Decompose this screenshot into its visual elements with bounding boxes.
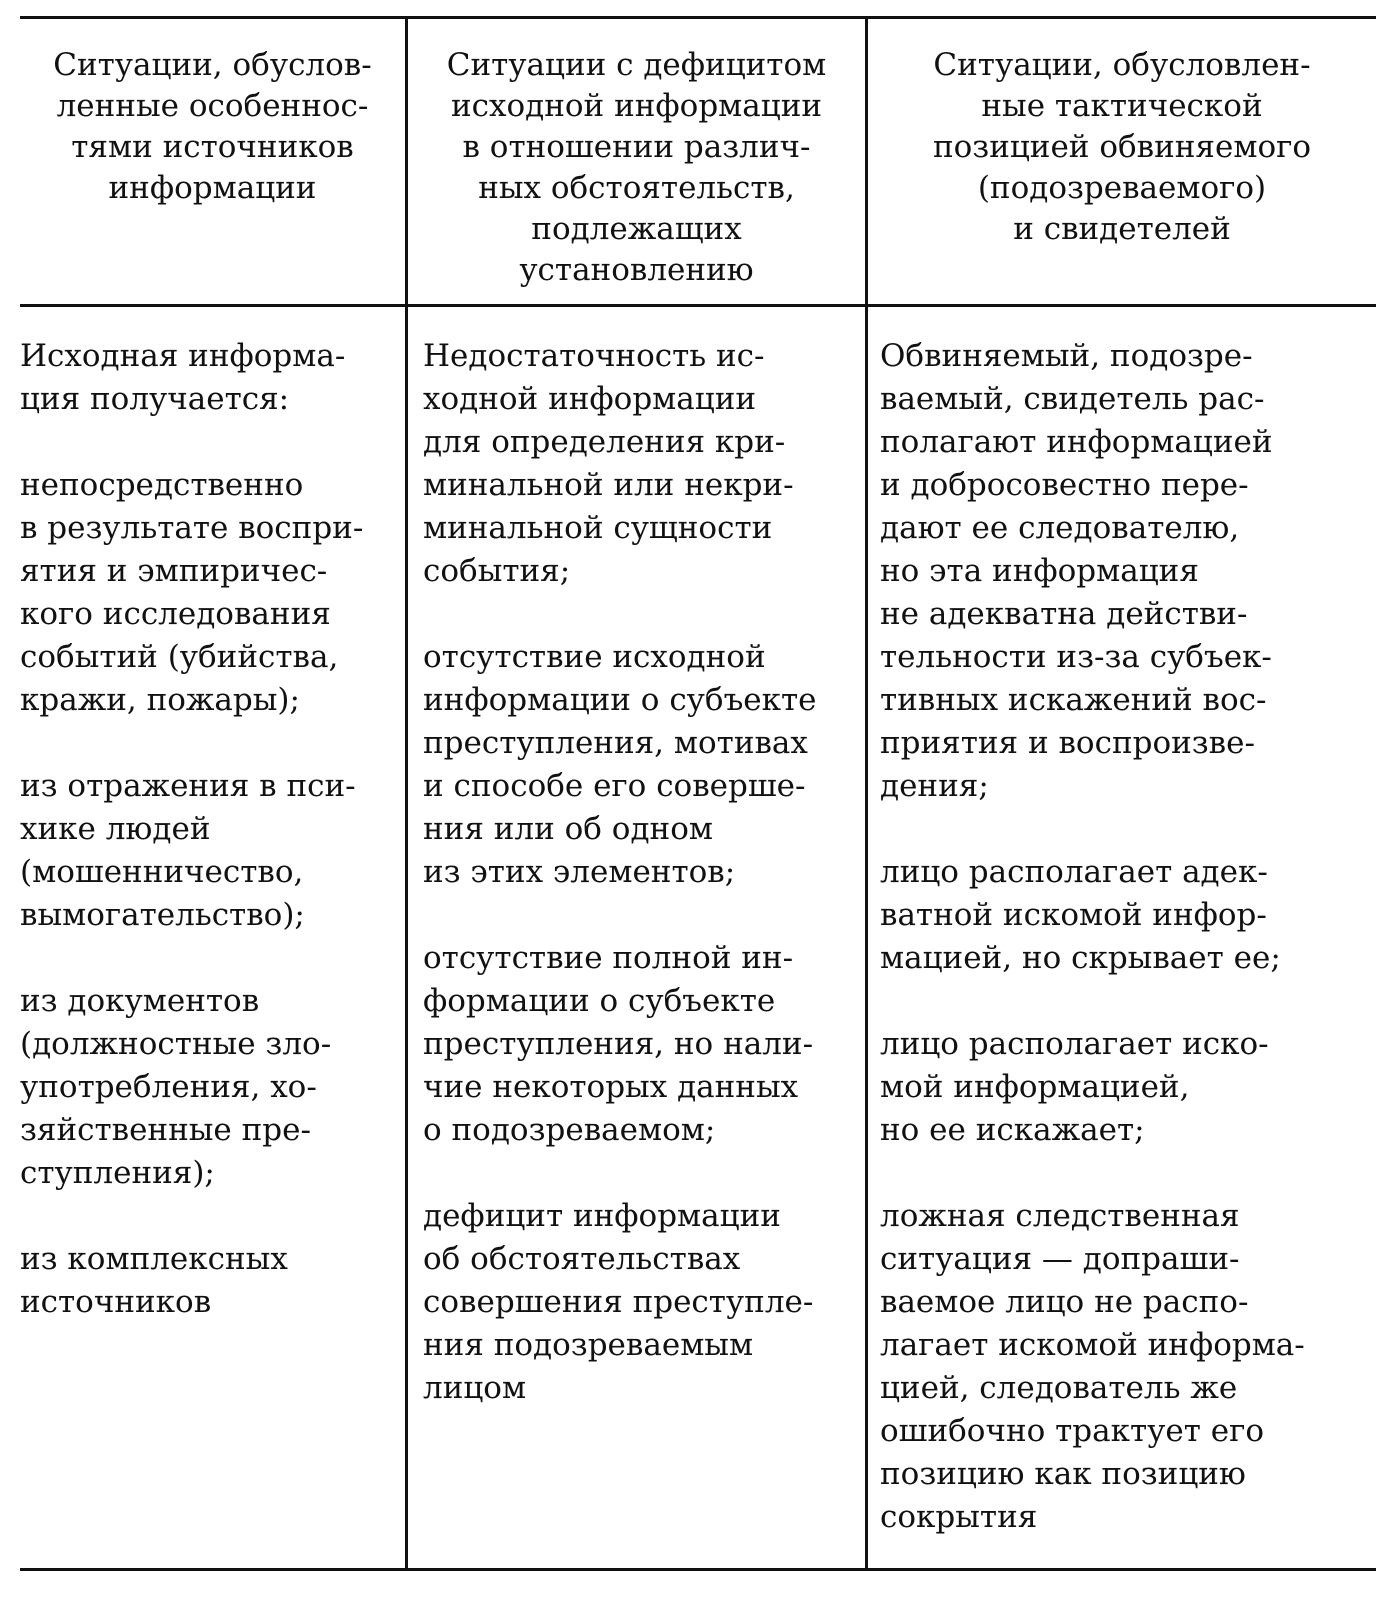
paragraph xyxy=(20,765,405,937)
text-line: из отражения в пси- xyxy=(20,768,356,804)
paragraph xyxy=(20,335,405,421)
text-line: полагают информацией xyxy=(880,424,1273,460)
paragraph xyxy=(423,636,865,894)
paragraph xyxy=(880,1023,1376,1152)
header-line: ные тактической xyxy=(981,88,1263,124)
text-line: но эта информация xyxy=(880,553,1199,589)
paragraph xyxy=(423,937,865,1152)
text-line: зяйственные пре- xyxy=(20,1112,311,1148)
header-line: ленные особеннос- xyxy=(56,88,369,124)
header-line: тями источников xyxy=(71,129,354,165)
text-line: дефицит информации xyxy=(423,1198,781,1234)
text-line: ция получается: xyxy=(20,381,290,417)
text-line: для определения кри- xyxy=(423,424,786,460)
text-line: сокрытия xyxy=(880,1499,1038,1535)
text-line: не адекватна действи- xyxy=(880,596,1248,632)
text-line: отсутствие исходной xyxy=(423,639,766,675)
text-line: преступления, но нали- xyxy=(423,1026,814,1062)
text-line: из этих элементов; xyxy=(423,854,736,890)
paragraph xyxy=(423,1195,865,1410)
text-line: из документов xyxy=(20,983,260,1019)
text-line: цией, следователь же xyxy=(880,1370,1238,1406)
paragraph xyxy=(20,980,405,1195)
text-line: и способе его соверше- xyxy=(423,768,806,804)
text-line: ваемый, свидетель рас- xyxy=(880,381,1265,417)
header-cell-deficit xyxy=(408,45,865,300)
text-line: лицом xyxy=(423,1370,527,1406)
body-cell-tactical xyxy=(880,335,1376,1565)
text-line: ваемое лицо не распо- xyxy=(880,1284,1249,1320)
text-line: лагает искомой информа- xyxy=(880,1327,1305,1363)
header-line: информации xyxy=(108,170,317,206)
text-line: минальной или некри- xyxy=(423,467,794,503)
header-line: подлежащих xyxy=(531,211,742,247)
text-line: приятия и воспроизве- xyxy=(880,725,1255,761)
header-divider xyxy=(20,304,1376,307)
text-line: источников xyxy=(20,1284,212,1320)
header-line: Ситуации, обуслов- xyxy=(53,47,372,83)
text-line: событий (убийства, xyxy=(20,639,339,675)
body-cell-deficit xyxy=(423,335,865,1565)
text-line: в результате воспри- xyxy=(20,510,364,546)
header-line: (подозреваемого) xyxy=(977,170,1267,206)
paragraph xyxy=(20,464,405,722)
header-line: позицией обвиняемого xyxy=(932,129,1312,165)
text-line: преступления, мотивах xyxy=(423,725,808,761)
text-line: формации о субъекте xyxy=(423,983,776,1019)
header-line: исходной информации xyxy=(450,88,823,124)
text-line: ятия и эмпиричес- xyxy=(20,553,328,589)
text-line: Недостаточность ис- xyxy=(423,338,765,374)
paragraph xyxy=(20,1238,405,1324)
paragraph xyxy=(880,1195,1376,1539)
text-line: позицию как позицию xyxy=(880,1456,1246,1492)
text-line: и добросовестно пере- xyxy=(880,467,1249,503)
text-line: дают ее следователю, xyxy=(880,510,1240,546)
paragraph xyxy=(423,335,865,593)
text-line: ния подозреваемым xyxy=(423,1327,754,1363)
text-line: дения; xyxy=(880,768,989,804)
header-line: установлению xyxy=(519,252,754,288)
text-line: (мошенничество, xyxy=(20,854,304,890)
header-line: Ситуации с дефицитом xyxy=(446,47,827,83)
paragraph xyxy=(880,335,1376,808)
text-line: об обстоятельствах xyxy=(423,1241,741,1277)
text-line: совершения преступле- xyxy=(423,1284,814,1320)
text-line: Исходная информа- xyxy=(20,338,346,374)
text-line: тивных искажений вос- xyxy=(880,682,1267,718)
text-line: Обвиняемый, подозре- xyxy=(880,338,1253,374)
text-line: ошибочно трактует его xyxy=(880,1413,1264,1449)
text-line: но ее искажает; xyxy=(880,1112,1145,1148)
text-line: лицо располагает иско- xyxy=(880,1026,1269,1062)
header-line: Ситуации, обусловлен- xyxy=(933,47,1311,83)
header-line: ных обстоятельств, xyxy=(478,170,795,206)
text-line: чие некоторых данных xyxy=(423,1069,799,1105)
text-line: из комплексных xyxy=(20,1241,288,1277)
text-line: хике людей xyxy=(20,811,211,847)
header-cell-sources xyxy=(20,45,405,300)
text-line: употребления, хо- xyxy=(20,1069,317,1105)
text-line: вымогательство); xyxy=(20,897,305,933)
text-line: о подозреваемом; xyxy=(423,1112,716,1148)
text-line: информации о субъекте xyxy=(423,682,817,718)
text-line: кражи, пожары); xyxy=(20,682,300,718)
text-line: ходной информации xyxy=(423,381,757,417)
text-line: лицо располагает адек- xyxy=(880,854,1268,890)
text-line: события; xyxy=(423,553,571,589)
text-line: непосредственно xyxy=(20,467,304,503)
text-line: мацией, но скрывает ее; xyxy=(880,940,1281,976)
text-line: тельности из-за субъек- xyxy=(880,639,1272,675)
text-line: минальной сущности xyxy=(423,510,773,546)
text-line: ватной искомой инфор- xyxy=(880,897,1267,933)
text-line: мой информацией, xyxy=(880,1069,1190,1105)
header-line: в отношении различ- xyxy=(462,129,811,165)
body-cell-sources xyxy=(20,335,405,1565)
text-line: ложная следственная xyxy=(880,1198,1240,1234)
paragraph xyxy=(880,851,1376,980)
text-line: кого исследования xyxy=(20,596,331,632)
text-line: ния или об одном xyxy=(423,811,713,847)
text-line: ситуация — допраши- xyxy=(880,1241,1240,1277)
header-line: и свидетелей xyxy=(1013,211,1231,247)
header-cell-tactical xyxy=(868,45,1376,300)
text-line: (должностные зло- xyxy=(20,1026,332,1062)
text-line: отсутствие полной ин- xyxy=(423,940,794,976)
text-line: ступления); xyxy=(20,1155,215,1191)
situations-table xyxy=(20,16,1376,1571)
